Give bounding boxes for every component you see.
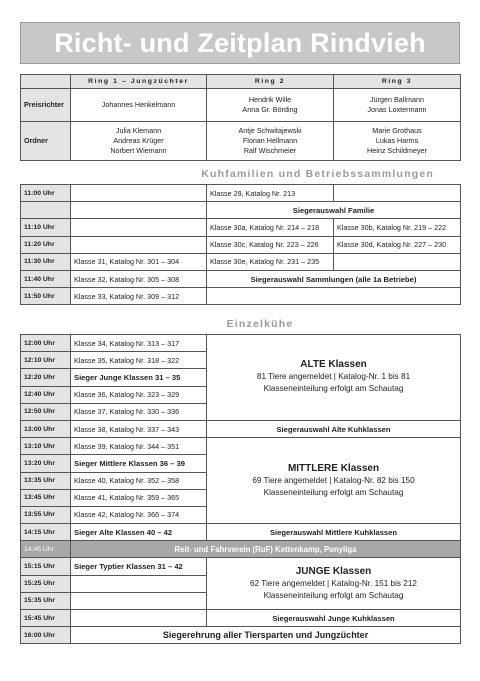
ring1-cell — [71, 592, 207, 609]
table-row — [21, 335, 461, 352]
ring2-cell: Klasse 30c, Katalog Nr. 223 – 226 — [207, 236, 334, 253]
block-line: Klasseneinteilung erfolgt am Schautag — [263, 384, 404, 394]
ring1-cell — [71, 610, 207, 627]
person-name: Lukas Harms — [375, 136, 419, 145]
ring1-header: Ring 1 – Jungzüchter — [71, 75, 207, 89]
block-line: 62 Tiere angemeldet | Katalog-Nr. 151 bis 212 — [250, 578, 417, 588]
preisrichter-label: Preisrichter — [21, 89, 71, 122]
time-cell: 12:00 Uhr — [21, 335, 71, 352]
person-name: Ralf Wischmeier — [243, 146, 297, 155]
table-row — [21, 236, 461, 253]
ring1-cell: Sieger Alte Klassen 40 – 42 — [71, 524, 207, 541]
time-cell: 16:00 Uhr — [21, 627, 71, 644]
ring1-cell: Klasse 37, Katalog Nr. 330 – 336 — [71, 403, 207, 420]
time-cell: 14:45 Uhr — [21, 541, 71, 558]
table-row — [21, 524, 461, 541]
ordner-ring2 — [207, 122, 334, 161]
time-cell: 12:40 Uhr — [21, 386, 71, 403]
mittlere-selection-cell: Siegerauswahl Mittlere Kuhklassen — [207, 524, 461, 541]
table-row — [21, 219, 461, 236]
alte-klassen-block — [207, 335, 461, 421]
time-cell — [21, 202, 71, 219]
ring1-cell — [71, 202, 207, 219]
block-line: 69 Tiere angemeldet | Katalog-Nr. 82 bis 150 — [252, 475, 415, 485]
ring2-cell: Klasse 29, Katalog Nr. 213 — [207, 185, 334, 202]
time-cell: 14:15 Uhr — [21, 524, 71, 541]
ring1-cell: Klasse 41, Katalog Nr. 359 – 365 — [71, 489, 207, 506]
time-cell: 15:25 Uhr — [21, 575, 71, 592]
table-row — [21, 627, 461, 644]
ring1-cell: Klasse 36, Katalog Nr. 323 – 329 — [71, 386, 207, 403]
time-cell: 13:20 Uhr — [21, 455, 71, 472]
schedule-kuhfamilien — [20, 184, 461, 305]
junge-klassen-block — [207, 558, 461, 610]
block-title: JUNGE Klassen — [295, 565, 372, 577]
ring1-cell: Klasse 38, Katalog Nr. 337 – 343 — [71, 420, 207, 437]
alte-selection-cell: Siegerauswahl Alte Kuhklassen — [207, 420, 461, 437]
pause-cell: Reit- und Fahrverein (RuF) Kettenkamp, Ponyliga — [71, 541, 461, 558]
time-cell: 13:55 Uhr — [21, 506, 71, 523]
ring2-cell: Klasse 30a, Katalog Nr. 214 – 218 — [207, 219, 334, 236]
preisrichter-ring1 — [71, 89, 207, 122]
person-name: Antje Schwitajewski — [238, 126, 302, 135]
staff-table — [20, 74, 461, 161]
ring3-cell: Klasse 30b, Katalog Nr. 219 – 222 — [334, 219, 461, 236]
ring1-cell: Sieger Mittlere Klassen 36 – 39 — [71, 455, 207, 472]
table-row-pause — [21, 541, 461, 558]
ring1-cell: Klasse 35, Katalog Nr. 318 – 322 — [71, 352, 207, 369]
ring3-header: Ring 3 — [334, 75, 461, 89]
collection-selection-cell: Siegerauswahl Sammlungen (alle 1a Betriebe) — [207, 270, 461, 287]
ring1-cell — [71, 219, 207, 236]
person-name: Jonas Loxtermann — [367, 105, 427, 114]
person-name: Florian Hellmann — [242, 136, 298, 145]
time-cell: 11:50 Uhr — [21, 288, 71, 305]
time-cell: 12:20 Uhr — [21, 369, 71, 386]
time-cell: 13:00 Uhr — [21, 420, 71, 437]
time-cell: 11:30 Uhr — [21, 253, 71, 270]
schedule-einzelkuehe — [20, 334, 461, 644]
ring2-cell: Klasse 30e, Katalog Nr. 231 – 235 — [207, 253, 334, 270]
ring1-cell: Klasse 33, Katalog Nr. 309 – 312 — [71, 288, 207, 305]
ordner-ring1 — [71, 122, 207, 161]
table-row — [21, 438, 461, 455]
table-row — [21, 253, 461, 270]
ring1-cell: Klasse 40, Katalog Nr. 352 – 358 — [71, 472, 207, 489]
junge-selection-cell: Siegerauswahl Junge Kuhklassen — [207, 610, 461, 627]
person-name: Anna Gr. Börding — [242, 105, 298, 114]
table-row — [21, 420, 461, 437]
ordner-ring3 — [334, 122, 461, 161]
ring1-cell: Sieger Junge Klassen 31 – 35 — [71, 369, 207, 386]
table-row — [21, 202, 461, 219]
time-cell: 13:35 Uhr — [21, 472, 71, 489]
award-ceremony-cell: Siegerehrung aller Tiersparten und Jungzüchter — [71, 627, 461, 644]
person-name: Marie Grothaus — [372, 126, 422, 135]
table-row — [21, 288, 461, 305]
ring23-cell — [207, 288, 461, 305]
time-cell: 15:45 Uhr — [21, 610, 71, 627]
person-name: Julia Klemann — [115, 126, 162, 135]
time-cell: 11:40 Uhr — [21, 270, 71, 287]
person-name: Heinz Schildmeyer — [367, 146, 427, 155]
block-line: 81 Tiere angemeldet | Katalog-Nr. 1 bis 81 — [256, 372, 411, 382]
block-line: Klasseneinteilung erfolgt am Schautag — [263, 487, 404, 497]
table-row — [21, 270, 461, 287]
ring3-cell: Klasse 30d, Katalog Nr. 227 – 230 — [334, 236, 461, 253]
block-title: ALTE Klassen — [300, 359, 367, 371]
preisrichter-ring3 — [334, 89, 461, 122]
time-cell: 12:10 Uhr — [21, 352, 71, 369]
person-name: Jürgen Ballmann — [370, 95, 424, 104]
ring2-header: Ring 2 — [207, 75, 334, 89]
person-name: Hendrik Wille — [248, 95, 292, 104]
time-cell: 12:50 Uhr — [21, 403, 71, 420]
family-selection-cell: Siegerauswahl Familie — [207, 202, 461, 219]
block-title: MITTLERE Klassen — [287, 462, 380, 474]
block-line: Klasseneinteilung erfolgt am Schautag — [263, 590, 404, 600]
time-cell: 11:20 Uhr — [21, 236, 71, 253]
preisrichter-ring2 — [207, 89, 334, 122]
time-cell: 15:15 Uhr — [21, 558, 71, 575]
section-title-kuhfamilien: Kuhfamilien und Betriebssammlungen — [201, 168, 434, 180]
table-row — [21, 185, 461, 202]
ring1-cell: Klasse 39, Katalog Nr. 344 – 351 — [71, 438, 207, 455]
ring1-cell — [71, 236, 207, 253]
table-row — [21, 610, 461, 627]
ring1-cell: Klasse 32, Katalog Nr. 305 – 308 — [71, 270, 207, 287]
staff-corner — [21, 75, 71, 89]
time-cell: 13:45 Uhr — [21, 489, 71, 506]
person-name: Andreas Krüger — [113, 136, 164, 145]
ring1-cell: Klasse 34, Katalog Nr. 313 – 317 — [71, 335, 207, 352]
ring1-cell: Klasse 31, Katalog Nr. 301 – 304 — [71, 253, 207, 270]
ring3-cell — [334, 253, 461, 270]
ring3-cell — [334, 185, 461, 202]
ordner-label: Ordner — [21, 122, 71, 161]
mittlere-klassen-block — [207, 438, 461, 524]
ring1-cell: Sieger Typtier Klassen 31 – 42 — [71, 558, 207, 575]
ring1-cell — [71, 575, 207, 592]
table-row — [21, 558, 461, 575]
ring1-cell — [71, 185, 207, 202]
person-name: Norbert Wiemann — [110, 146, 167, 155]
page-title: Richt- und Zeitplan Rindvieh — [20, 22, 460, 64]
ring1-cell: Klasse 42, Katalog Nr. 366 – 374 — [71, 506, 207, 523]
time-cell: 13:10 Uhr — [21, 438, 71, 455]
section-title-einzelkuehe: Einzelkühe — [226, 318, 294, 330]
time-cell: 11:00 Uhr — [21, 185, 71, 202]
time-cell: 11:10 Uhr — [21, 219, 71, 236]
person-name: Johannes Henkelmann — [101, 100, 176, 109]
time-cell: 15:35 Uhr — [21, 592, 71, 609]
